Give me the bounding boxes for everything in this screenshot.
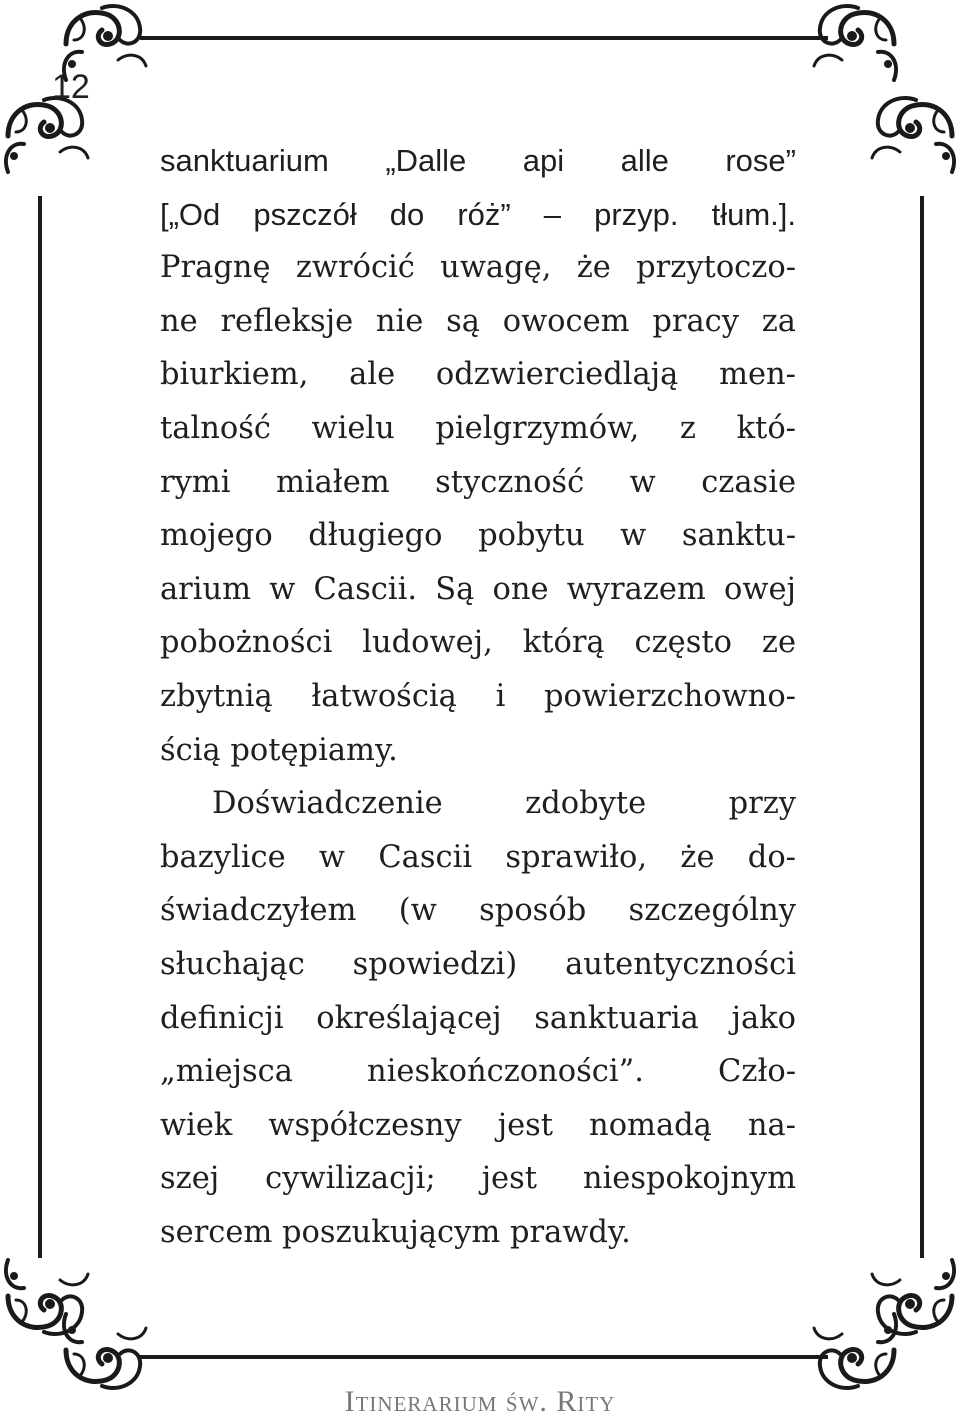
text-line: zbytnią łatwością i powierzchowno- xyxy=(160,678,796,714)
text-line: [„Od pszczół do róż” – przyp. tłum.]. xyxy=(160,196,796,232)
text-line: ne refleksje nie są owocem pracy za xyxy=(160,303,796,339)
text-line: Pragnę zwrócić uwagę, że przytoczo- xyxy=(160,250,796,286)
text-line: biurkiem, ale odzwierciedlają men- xyxy=(160,357,796,393)
text-line: wiek współczesny jest nomadą na- xyxy=(160,1107,796,1143)
text-line: rymi miałem styczność w czasie xyxy=(160,464,796,500)
text-line: Doświadczenie zdobyte przy xyxy=(212,786,796,822)
running-footer-title: Itinerarium św. Rity xyxy=(344,1385,616,1418)
flourish-bottom-right-icon xyxy=(814,1260,954,1388)
text-line: bazylice w Cascii sprawiło, że do- xyxy=(160,839,796,875)
text-line: definicji określającej sanktuaria jako xyxy=(160,1000,796,1036)
text-line: talność wielu pielgrzymów, z któ- xyxy=(160,410,796,446)
flourish-bottom-left-icon xyxy=(6,1260,146,1388)
text-line: świadczyłem (w sposób szczególny xyxy=(160,893,796,929)
text-line: ścią potępiamy. xyxy=(160,732,398,768)
text-line: sanktuarium „Dalle api alle rose” xyxy=(160,143,796,178)
text-line: mojego długiego pobytu w sanktu- xyxy=(160,518,796,554)
text-line: słuchając spowiedzi) autentyczności xyxy=(160,946,796,982)
text-line: arium w Cascii. Są one wyrazem owej xyxy=(160,571,796,607)
flourish-top-right-icon xyxy=(814,6,954,172)
text-line: pobożności ludowej, którą często ze xyxy=(160,625,796,661)
text-line: „miejsca nieskończoności”. Czło- xyxy=(160,1054,796,1090)
text-line: szej cywilizacji; jest niespokojnym xyxy=(160,1161,796,1197)
text-line: sercem poszukującym prawdy. xyxy=(160,1214,631,1250)
body-text xyxy=(160,134,796,1259)
page-number: 12 xyxy=(52,68,90,106)
